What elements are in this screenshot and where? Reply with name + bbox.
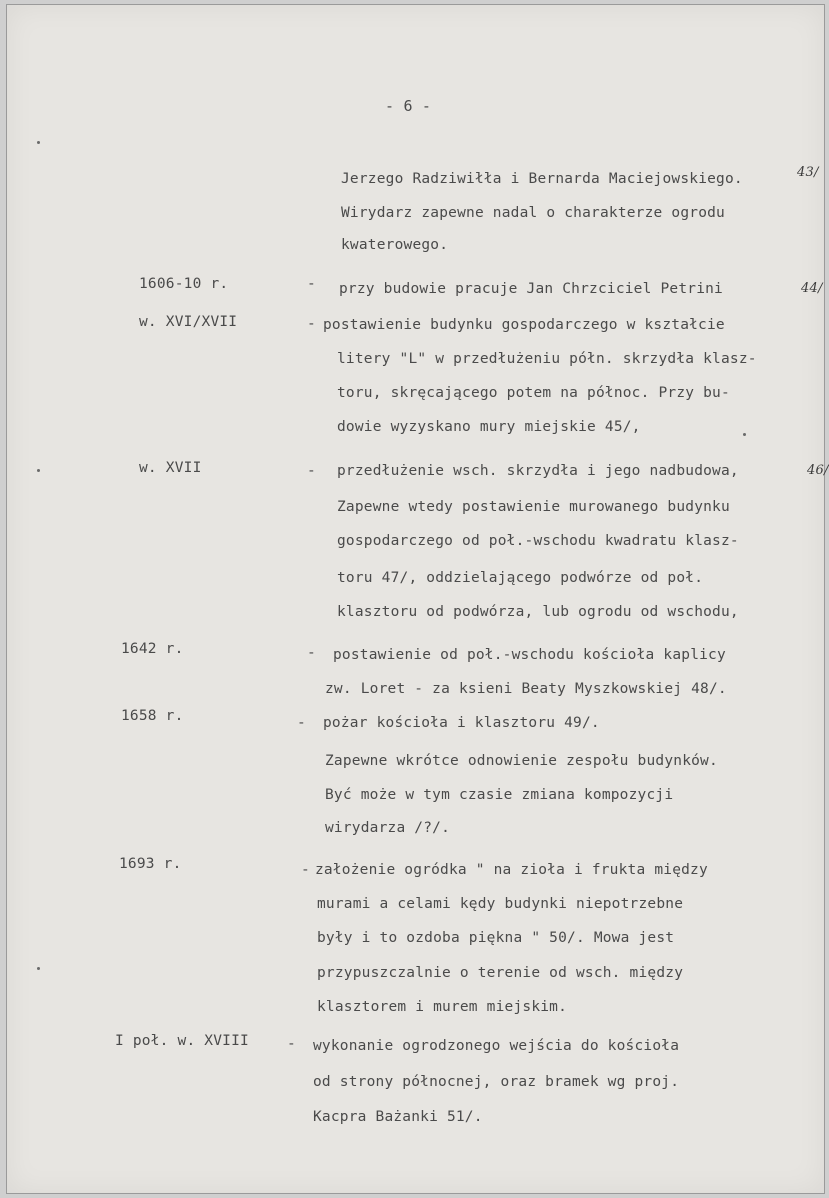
entry-line: Zapewne wkrótce odnowienie zespołu budynków. xyxy=(325,753,718,769)
entry-line: postawienie od poł.-wschodu kościoła kaplicy xyxy=(333,647,726,663)
entry-dash: - xyxy=(307,276,316,292)
entry-date: 1642 r. xyxy=(121,641,184,657)
entry-line: toru, skręcającego potem na północ. Przy bu- xyxy=(337,385,730,401)
entry-line: klasztorem i murem miejskim. xyxy=(317,999,568,1015)
entry-line: założenie ogródka " na zioła i frukta między xyxy=(315,862,708,878)
entry-line: Być może w tym czasie zmiana kompozycji xyxy=(325,787,674,803)
entry-dash: - xyxy=(307,463,316,479)
entry-line: dowie wyzyskano mury miejskie 45/, xyxy=(337,419,641,435)
entry-date: 1606-10 r. xyxy=(139,276,229,292)
entry-line: litery "L" w przedłużeniu półn. skrzydła klasz- xyxy=(337,351,757,367)
entry-dash: - xyxy=(307,645,316,661)
entry-line: pożar kościoła i klasztoru 49/. xyxy=(323,715,600,731)
entry-line: klasztoru od podwórza, lub ogrodu od wschodu, xyxy=(337,604,739,620)
entry-line: przedłużenie wsch. skrzydła i jego nadbudowa, xyxy=(337,463,739,479)
entry-line: były i to ozdoba piękna " 50/. Mowa jest xyxy=(317,930,675,946)
entry-dash: - xyxy=(287,1036,296,1052)
document-page xyxy=(6,4,829,1194)
entry-line: toru 47/, oddzielającego podwórze od poł. xyxy=(337,570,704,586)
entry-line: Zapewne wtedy postawienie murowanego budynku xyxy=(337,499,730,515)
entry-date: 1658 r. xyxy=(121,708,184,724)
entry-dash: - xyxy=(307,316,316,332)
entry-footnote-mark: 46/ xyxy=(807,463,829,478)
entry-date: w. XVII xyxy=(139,460,202,476)
intro-line: kwaterowego. xyxy=(341,237,449,253)
paper-speck xyxy=(37,141,40,144)
entry-dash: - xyxy=(301,862,310,878)
paper-speck xyxy=(37,469,40,472)
entry-line: postawienie budynku gospodarczego w kształcie xyxy=(323,317,725,333)
paper-speck xyxy=(743,433,746,436)
entry-line: wirydarza /?/. xyxy=(325,820,451,836)
page-number: - 6 - xyxy=(385,97,432,115)
intro-line: Jerzego Radziwiłła i Bernarda Maciejowskiego. xyxy=(341,171,743,187)
entry-date: 1693 r. xyxy=(119,856,182,872)
entry-line: Kacpra Bażanki 51/. xyxy=(313,1109,483,1125)
entry-date: I poł. w. XVIII xyxy=(115,1033,249,1049)
entry-line: gospodarczego od poł.-wschodu kwadratu klasz- xyxy=(337,533,739,549)
entry-line: murami a celami kędy budynki niepotrzebne xyxy=(317,896,684,912)
entry-line: przypuszczalnie o terenie od wsch. między xyxy=(317,965,684,981)
entry-line: od strony północnej, oraz bramek wg proj. xyxy=(313,1074,680,1090)
entry-footnote-mark: 44/ xyxy=(801,281,823,296)
entry-line: przy budowie pracuje Jan Chrzciciel Petrini xyxy=(339,281,723,297)
intro-line: Wirydarz zapewne nadal o charakterze ogrodu xyxy=(341,205,725,221)
entry-date: w. XVI/XVII xyxy=(139,314,238,330)
entry-dash: - xyxy=(297,715,306,731)
entry-line: wykonanie ogrodzonego wejścia do kościoła xyxy=(313,1038,680,1054)
intro-footnote-mark: 43/ xyxy=(797,165,819,180)
paper-speck xyxy=(37,967,40,970)
entry-line: zw. Loret - za ksieni Beaty Myszkowskiej 48/. xyxy=(325,681,727,697)
